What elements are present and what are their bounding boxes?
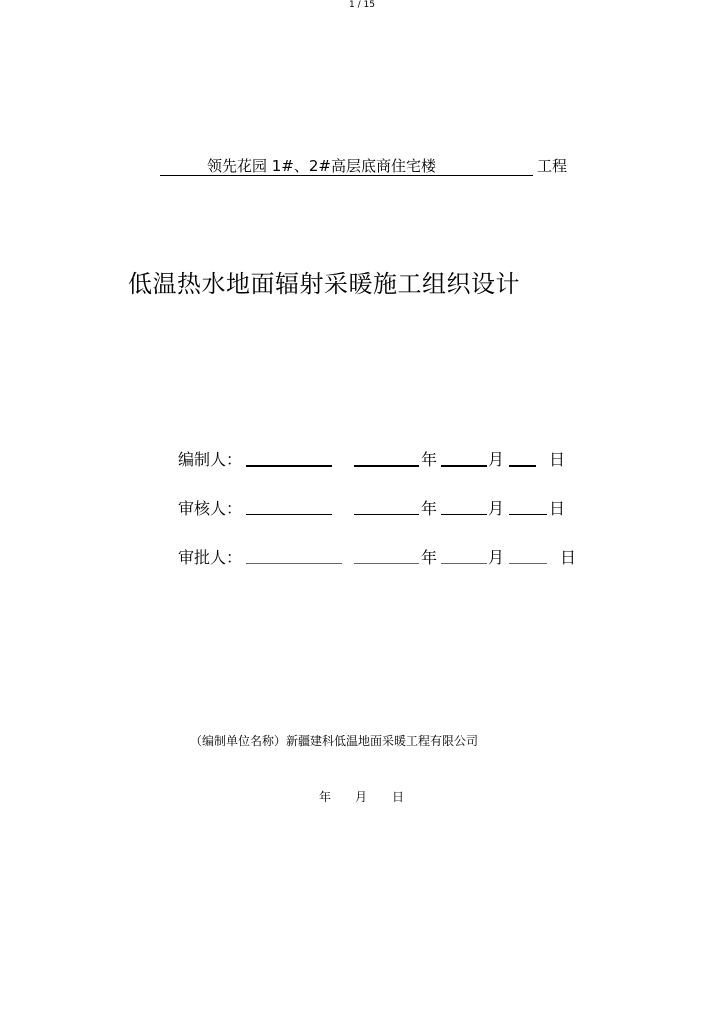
compiler-day-label: 日 <box>549 450 566 469</box>
compiler-year-blank <box>354 465 419 467</box>
page-number: 1 / 15 <box>349 0 375 10</box>
approver-day-blank <box>509 563 547 564</box>
compiler-month-blank <box>441 465 487 467</box>
reviewer-month-label: 月 <box>488 499 505 518</box>
reviewer-month-blank <box>441 514 487 515</box>
reviewer-year-label: 年 <box>421 499 438 518</box>
approver-month-blank <box>441 563 487 564</box>
approver-year-blank <box>354 563 419 564</box>
compiler-label: 编制人： <box>178 450 243 469</box>
date-day-label: 日 <box>392 790 405 804</box>
compiler-name-blank <box>246 465 332 467</box>
compiler-month-label: 月 <box>488 450 505 469</box>
reviewer-label: 审核人： <box>178 499 243 518</box>
approver-year-label: 年 <box>421 548 438 567</box>
compiler-day-blank <box>509 465 536 467</box>
approver-name-blank <box>246 563 342 564</box>
reviewer-year-blank <box>354 514 419 515</box>
date-year-label: 年 <box>319 790 332 804</box>
project-suffix: 工程 <box>537 157 568 175</box>
reviewer-day-label: 日 <box>549 499 566 518</box>
reviewer-name-blank <box>246 514 332 515</box>
approver-month-label: 月 <box>488 548 505 567</box>
approver-label: 审批人： <box>178 548 243 567</box>
compiler-year-label: 年 <box>421 450 438 469</box>
organization-name: （编制单位名称）新疆建科低温地面采暖工程有限公司 <box>190 734 479 748</box>
date-month-label: 月 <box>355 790 368 804</box>
reviewer-day-blank <box>509 514 547 515</box>
approver-day-label: 日 <box>560 548 577 567</box>
document-title: 低温热水地面辐射采暖施工组织设计 <box>128 270 520 298</box>
project-name: 领先花园 1#、2#高层底商住宅楼 <box>207 157 436 175</box>
